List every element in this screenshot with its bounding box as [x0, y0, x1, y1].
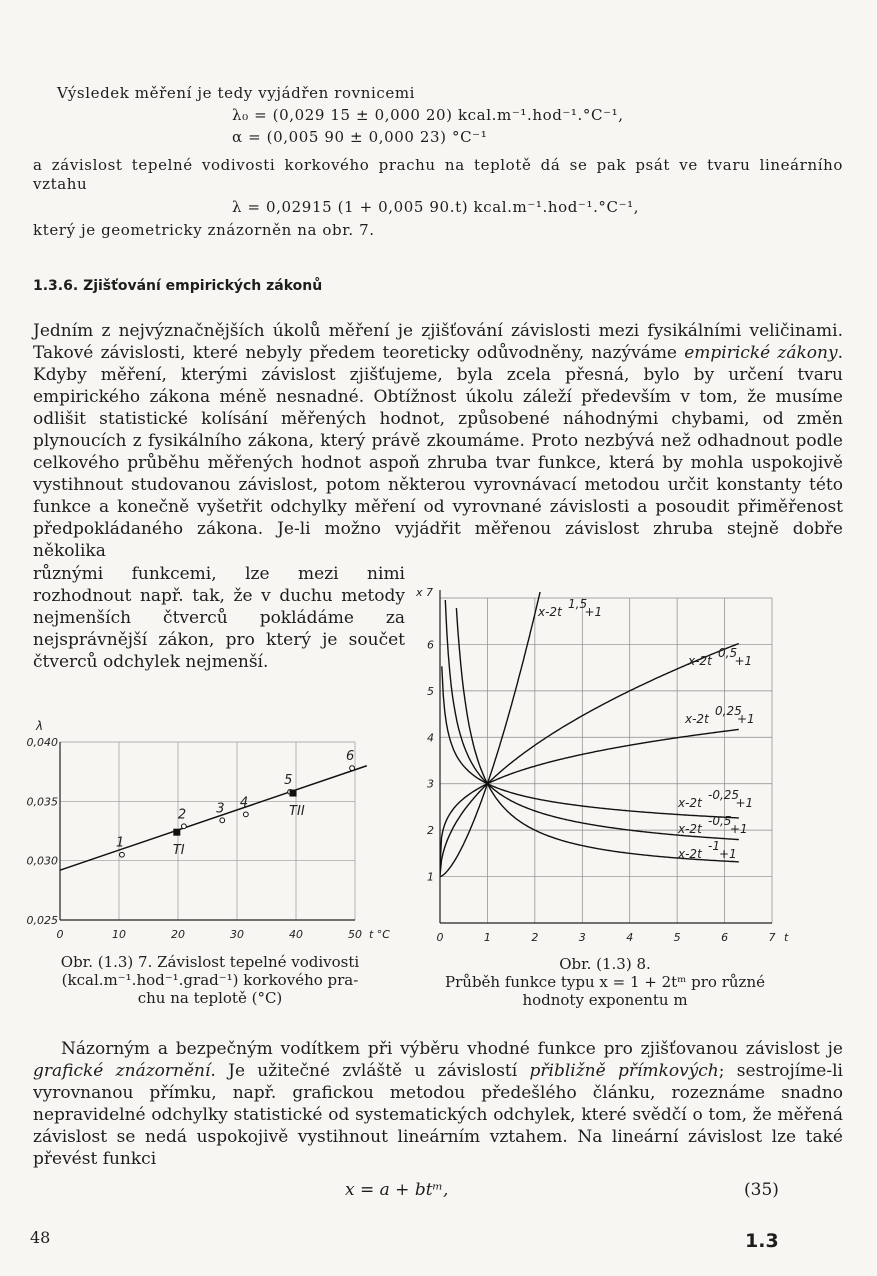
curve-label-s5: x-2t: [678, 822, 702, 836]
marker-label: TI: [172, 843, 185, 859]
emphasis-empirical-laws: empirické zákony: [684, 343, 838, 363]
paragraph-1: Jedním z nejvýznačnějších úkolů měření je zjišťování závislosti mezi fysikálními veličinami. Takové závislosti, které nebyly předem teoreticky odůvodněny, nazýváme empirické zákony. Kdyby měření, kterými závislost zjišťujeme, byla zcela přesná, bylo by určení tvaru empirického zákona méně nesnadné. Obtížnost úkolu záleží především v tom, že musíme odlišit statistické kolísání měřených hodnot, způsobené náhodnými chybami, od změn plynoucích z fysikálního zákona, který právě zkoumáme. Proto nezbývá než odhadnout podle celkového průběhu měřených hodnot aspoň zhruba tvar funkce, která by mohla uspokojivě vystihnout studovanou závislost, potom některou vyrovnávací metodou určit konstanty této funkce a konečně vyšetřit odchylky měření od vyrovnané závislosti a posoudit přiměřenost předpokládaného zákona. Je-li možno vyjádřit měřenou závislost zhruba stejně dobře několika: [33, 321, 843, 561]
data-point-label: 5: [284, 772, 293, 788]
emphasis-linear: přibližně přímkových: [529, 1061, 719, 1081]
paragraph-2: Názorným a bezpečným vodítkem při výběru vhodné funkce pro zjišťovanou závislost je grafické znázornění. Je užitečné zvláště u závislostí přibližně přímkových; sestrojíme-li vyrovnanou přímku, např. grafickou metodou předešlého článku, rozeznáme snadno nepravidelné odchylky statistické od systematických odchylek, které svědčí o tom, že měřená závislost se nedá uspokojivě vystihnout lineárním vztahem. Na lineární závislost lze také převést funkci: [33, 1039, 843, 1169]
y-tick-label: 0,030: [26, 854, 58, 868]
y-axis-label: λ: [36, 719, 44, 733]
curve-m-1.5: [440, 586, 541, 877]
marker-TI: [173, 829, 180, 836]
curve-label-tail: +1: [735, 796, 754, 810]
marker-TII: [290, 790, 297, 797]
figure-7-caption: Obr. (1.3) 7. Závislost tepelné vodivosti (kcal.m⁻¹.hod⁻¹.grad⁻¹) korkového pra- chu na teplotě (°C): [60, 953, 360, 1007]
data-point-label: 2: [177, 807, 187, 823]
curve-label-exponent: -0,5: [708, 814, 732, 828]
equation-alpha: α = (0,005 90 ± 0,000 23) °C⁻¹: [232, 128, 488, 146]
fit-line: [60, 766, 367, 870]
equation-35-number: (35): [744, 1180, 779, 1200]
x-tick-label: 10: [112, 928, 126, 941]
curve-label-exponent: 0,25: [715, 704, 742, 718]
y-tick-label: 0,025: [26, 914, 58, 927]
x-tick-label: 3: [578, 931, 586, 944]
y-axis-label: x 7: [416, 586, 434, 599]
curve-label-exponent: 1,5: [568, 597, 588, 611]
curve-label-s3: x-2t: [685, 712, 709, 726]
curve-m-0.5: [440, 644, 739, 876]
section-heading: [33, 278, 733, 294]
curve-label-s2: x-2t: [688, 654, 712, 668]
curve-label-tail: +1: [719, 847, 737, 861]
curve-label-s4: x-2t: [678, 796, 702, 810]
y-tick-label: 4: [427, 731, 434, 745]
intro-line-1: Výsledek měření je tedy vyjádřen rovnicemi: [57, 84, 416, 102]
marker-label: TII: [289, 804, 305, 820]
data-point-label: 1: [115, 835, 125, 851]
section-number: 1.3.6.: [33, 278, 79, 294]
figure-7-chart: [0, 712, 410, 947]
intro-line-3: který je geometricky znázorněn na obr. 7.: [33, 221, 375, 239]
y-tick-label: 3: [427, 777, 434, 791]
section-title: Zjišťování empirických zákonů: [83, 278, 323, 294]
data-point-4: [243, 812, 248, 817]
x-tick-label: 40: [289, 928, 303, 941]
data-point-6: [350, 766, 355, 771]
curve-label-exponent: -1: [708, 839, 720, 853]
intro-line-2: a závislost tepelné vodivosti korkového prachu na teplotě dá se pak psát ve tvaru lineárního vztahu: [33, 156, 843, 193]
emphasis-graphic: grafické znázornění: [33, 1061, 211, 1081]
equation-lambda: λ = 0,02915 (1 + 0,005 90.t) kcal.m⁻¹.hod⁻¹.°C⁻¹,: [232, 198, 640, 216]
curve-label-tail: +1: [734, 654, 753, 668]
page-number: 48: [30, 1228, 51, 1247]
x-tick-label: 0: [56, 928, 64, 941]
data-point-1: [120, 852, 125, 857]
x-tick-label: 6: [721, 931, 729, 944]
data-point-2: [182, 824, 187, 829]
curve-label-s6: x-2t: [678, 847, 702, 861]
x-tick-label: 7: [768, 931, 776, 944]
x-tick-label: 50: [348, 928, 362, 941]
y-tick-label: 6: [427, 638, 434, 652]
curve-label-tail: +1: [584, 605, 603, 619]
x-tick-label: 30: [230, 928, 244, 941]
curve-label-exponent: 0,5: [718, 646, 738, 660]
x-tick-label: 2: [531, 931, 539, 944]
x-axis-label: t: [784, 931, 789, 944]
y-tick-label: 5: [427, 684, 434, 698]
data-point-3: [220, 818, 225, 823]
data-point-label: 4: [239, 795, 249, 811]
data-point-label: 3: [216, 801, 225, 817]
figure-8-chart: [405, 578, 805, 950]
y-tick-label: 2: [427, 824, 434, 838]
running-section: 1.3: [745, 1230, 779, 1252]
curve-label-tail: +1: [730, 822, 748, 836]
y-tick-label: 0,040: [26, 736, 58, 749]
curve-label-tail: +1: [737, 712, 755, 726]
data-point-label: 6: [346, 749, 355, 765]
curve-label-exponent: -0,25: [708, 788, 740, 802]
curve-label-s1: x-2t: [538, 605, 562, 619]
figure-8-caption: Obr. (1.3) 8. Průběh funkce typu x = 1 + 2tᵐ pro různé hodnoty exponentu m: [445, 955, 765, 1009]
paragraph-1-narrow: různými funkcemi, lze mezi nimi rozhodnout např. tak, že v duchu metody nejmenších čtverců pokládáme za nejsprávnější zákon, pro který je součet čtverců odchylek nejmenší.: [33, 564, 405, 672]
equation-lambda0: λ₀ = (0,029 15 ± 0,000 20) kcal.m⁻¹.hod⁻¹.°C⁻¹,: [232, 106, 624, 124]
y-tick-label: 0,035: [26, 795, 58, 809]
x-tick-label: 4: [626, 931, 634, 944]
equation-35: x = a + btᵐ,: [345, 1180, 449, 1200]
x-tick-label: 1: [483, 931, 491, 944]
x-tick-label: 5: [673, 931, 681, 944]
x-tick-label: 0: [436, 931, 444, 944]
y-tick-label: 1: [427, 870, 434, 884]
x-axis-label: t °C: [369, 928, 390, 941]
x-tick-label: 20: [171, 928, 185, 941]
